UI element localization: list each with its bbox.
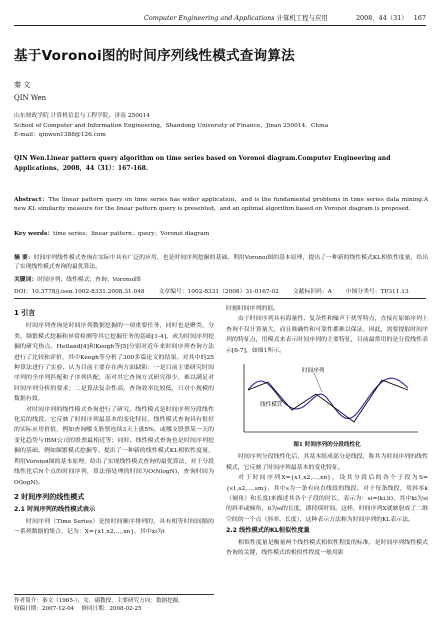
subsection-heading: 2.1 时间序列的线性模式表示 (14, 506, 96, 514)
keywords-cn: 关键词：时间序列；线性模式；查询；Voronoi图 (14, 277, 141, 283)
time-series-curve (248, 378, 408, 418)
abstract-cn: 摘 要：时间序列线性模式查询在实际中具有广泛的应用，也是时间序列挖掘的基础。利用Voronoi图的基本原理，提出了一种新的线性模式KL相似性度量，给出了实现线性模式查询的最优算法。 (14, 255, 428, 271)
author-cn: 秦 文 (14, 81, 31, 89)
figure-segmentation (232, 360, 422, 438)
doi[interactable]: DOI：10.3778/j.issn.1002-8331.2008.31.048 (14, 289, 145, 295)
footer-notes (14, 594, 214, 613)
left-column (14, 304, 214, 538)
paragraph: 对于时间序列X={x1,x2,…,xn}，设其分段后的各个子段为S={s1,s2,…,sm}，其中s为一条有向直线段的线段。对于每条线段，用斜率k（倾角）和长度l来描述其各个子段的时长，表示为：si=(ki,li)，其中ki为si的斜率或倾角，li为si的长度，即持续时间。这样，时间序列X就映射成了二维空间的一个点（斜率、长度），这种表示方法称为时间序列的KL表示法。 (226, 475, 428, 523)
figure-caption: 图1 时间序列的分段线性化 (293, 442, 361, 449)
citation-line: QIN Wen.Linear pattern query algorithm on time series based on Voronoi diagram.Computer Engineering and Applications，2008，44（31）：167-168. (14, 155, 391, 172)
journal-header (14, 8, 426, 26)
paragraph: 对时间序列的线性模式查询进行了研究。线性模式是时间序列分段线性化后的线段，它反映了时间序列最基本的变化特征。线性模式查询具有很好的实际应用价值，例如查询哪支股票连续3天上涨5%，或哪支股票某一天的变化趋势与IBM公司的股票最相近等；同时，线性模式查询也是时间序列挖掘的基础，例如频繁模式挖掘等。提出了一种新的线性模式KL相似性度量，利用Voronoi图的基本原理，给出了实现线性模式查询的最优算法，对于分段线性化后N个点的时间序列，算法预处理的时间为O(NlogN)，查询时间为O(logN)。 (14, 406, 214, 486)
journal-issue: 2008，44（31） 167 (355, 14, 426, 22)
paragraph: 相似性度量是衡量两个线性模式相似性程度的标准，是时间序列线性模式查询的关键，线性模式的相似性程度一般用距 (226, 539, 428, 557)
linear-pattern-polyline (248, 380, 408, 422)
affiliation (14, 112, 424, 141)
doc-code: 文献标识码：A (292, 289, 332, 295)
paragraph: 时间序列（Time Series）是按时间顺序排列的，具有相等时间间隔的一系列数据的集合，记为：X={x1,x2,…,xn}，其中xi为i (14, 518, 214, 536)
affiliation-cn: 山东财政学院 计算机信息与工程学院，济南 250014 (14, 113, 150, 119)
paragraph: 由于时间序列具有海量性、复杂性和噪声干扰等特点，直接在原始序列上查询不仅计算量大，而且准确性和可靠性都难以保证。因此，需要提取时间序列的特征点，用模式来表示时间序列的主要特征，目前最常用的是分段线性表示[6-7]，如图1所示。 (226, 316, 428, 354)
paragraph: 时间序列分段线性化后，其基本组成部分是线段，称其为时间序列的线性模式，它反映了时间序列最基本的变化特征。 (226, 454, 428, 471)
paragraph: 时间序列查询是时间序列数据挖掘的一项重要任务，同时也是聚类、分类、频繁模式挖掘和异常检测等其它挖掘任务的基础[1-4]，成为时间序列挖掘的研究热点。Hetland[4]和Keogh等[5]分别对近年来时间序列查询方法进行了比较和评价，其中Keogh等分析了300多篇论文的结果。对其中的25种算法进行了实验，认为目前主要存在两方面缺陷：一是目前主要研究时间序列的全序列匹配和子序列匹配，而对其它查询方式研究很少，难以满足对时间序列分析的要求；二是算法复杂性高，查询效率比较低，只对小规模的数据有效。 (14, 323, 214, 403)
author-email[interactable]: E-mail：qinwen1388@126.com (14, 132, 106, 139)
article-title: 基于Voronoi图的时间序列线性模式查询算法 (14, 48, 295, 64)
figure-svg (232, 360, 422, 438)
meta-line (14, 286, 426, 299)
author-bio: 作者简介：秦文（1965-），女，副教授，主要研究方向：数据挖掘。 (14, 598, 184, 604)
keywords-en: Key words：time series；linear pattern；query；Voronoi diagram (14, 231, 210, 237)
author-en: QIN Wen (14, 94, 47, 102)
dates: 收稿日期：2007-12-04 修回日期：2008-02-25 (14, 606, 142, 612)
right-column (226, 304, 428, 559)
label-time-series: 时间序列 (302, 368, 325, 375)
journal-name: Computer Engineering and Applications 计算机工程与应用 (144, 14, 328, 22)
section-heading-intro: 1 引言 (14, 309, 36, 317)
subsection-heading: 2.2 线性模式的KL相似性度量 (226, 527, 310, 535)
affiliation-en: School of Computer and Information Engineering，Shandong University of Finance，Jinan 250014，China (14, 122, 329, 129)
abstract-en: Abstract：The linear pattern query on time series has wider application，and is the fundamental problems in time series data mining.A new KL similarity measure for the linear pattern query is presented，and an optimal algorithm based on Voronoi diagram is proposed. (14, 197, 429, 213)
section-heading-linear-pattern: 2 时间序列的线性模式 (14, 492, 85, 501)
clc-number: 中图分类号：TP311.13 (345, 289, 409, 295)
paragraph: 时刻时间序列的值。 (226, 306, 280, 312)
label-linear-pattern: 线性模式 (260, 402, 283, 409)
article-number: 文章编号：1002-8331（2008）31-0167-02 (158, 289, 279, 295)
